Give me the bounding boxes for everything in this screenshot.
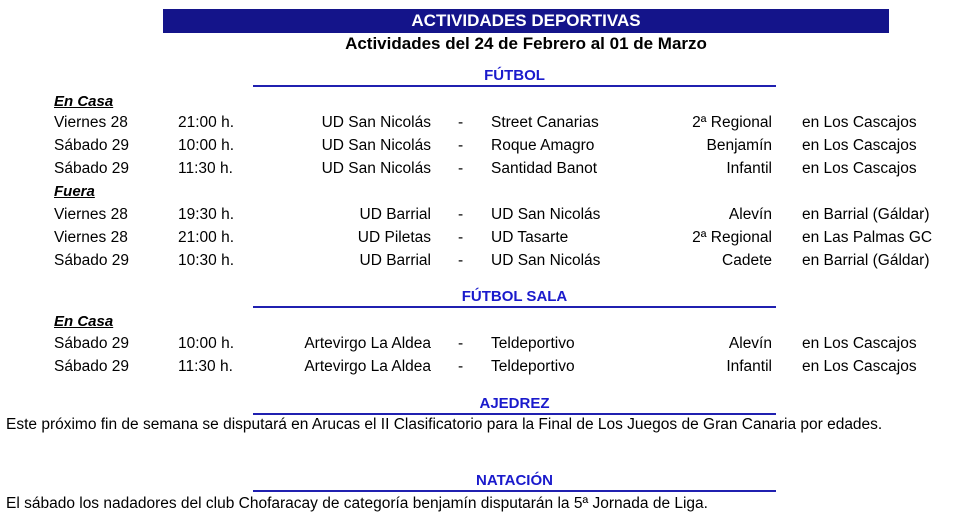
page-banner: ACTIVIDADES DEPORTIVAS xyxy=(163,9,889,33)
section-title-futbol: FÚTBOL xyxy=(253,67,776,87)
match-away-team: Roque Amagro xyxy=(491,137,595,154)
match-day: Sábado 29 xyxy=(54,160,129,177)
match-separator: - xyxy=(458,114,464,131)
match-home-team: UD Piletas xyxy=(357,229,431,246)
match-day: Sábado 29 xyxy=(54,252,129,269)
match-time: 21:00 h. xyxy=(178,114,235,131)
match-separator: - xyxy=(458,358,464,375)
match-row xyxy=(0,203,960,226)
match-away-team: Teldeportivo xyxy=(491,358,575,375)
match-separator: - xyxy=(458,229,464,246)
match-home-team: UD San Nicolás xyxy=(321,114,431,131)
match-place: en Los Cascajos xyxy=(802,358,917,375)
match-home-team: UD Barrial xyxy=(359,206,431,223)
match-home-team: UD San Nicolás xyxy=(321,137,431,154)
match-separator: - xyxy=(458,335,464,352)
match-place: en Los Cascajos xyxy=(802,160,917,177)
section-title-ajedrez: AJEDREZ xyxy=(253,395,776,415)
match-category: Infantil xyxy=(726,358,772,375)
match-home-team: Artevirgo La Aldea xyxy=(304,358,431,375)
match-away-team: UD San Nicolás xyxy=(491,206,601,223)
match-row xyxy=(0,332,960,355)
match-away-team: Teldeportivo xyxy=(491,335,575,352)
match-home-team: UD San Nicolás xyxy=(321,160,431,177)
match-away-team: UD Tasarte xyxy=(491,229,569,246)
match-separator: - xyxy=(458,206,464,223)
match-day: Viernes 28 xyxy=(54,229,128,246)
match-time: 19:30 h. xyxy=(178,206,235,223)
match-row xyxy=(0,134,960,157)
match-day: Viernes 28 xyxy=(54,114,128,131)
section-title-natacion: NATACIÓN xyxy=(253,472,776,492)
match-away-team: UD San Nicolás xyxy=(491,252,601,269)
match-day: Sábado 29 xyxy=(54,335,129,352)
match-place: en Los Cascajos xyxy=(802,114,917,131)
group-label-en-casa: En Casa xyxy=(54,313,114,330)
match-place: en Los Cascajos xyxy=(802,137,917,154)
match-row xyxy=(0,355,960,378)
section-title-futbol-sala: FÚTBOL SALA xyxy=(253,288,776,308)
match-category: Alevín xyxy=(728,206,772,223)
match-place: en Barrial (Gáldar) xyxy=(802,252,930,269)
match-category: Benjamín xyxy=(706,137,772,154)
match-category: 2ª Regional xyxy=(692,229,772,246)
match-place: en Las Palmas GC xyxy=(802,229,933,246)
match-row xyxy=(0,226,960,249)
match-away-team: Santidad Banot xyxy=(491,160,598,177)
match-separator: - xyxy=(458,252,464,269)
match-time: 10:30 h. xyxy=(178,252,235,269)
match-category: Alevín xyxy=(728,335,772,352)
match-day: Sábado 29 xyxy=(54,137,129,154)
match-time: 11:30 h. xyxy=(178,160,233,177)
match-time: 10:00 h. xyxy=(178,137,235,154)
ajedrez-text: Este próximo fin de semana se disputará en Arucas el II Clasificatorio para la Final de Los Juegos de Gran Canaria por edades. xyxy=(6,416,883,433)
match-time: 10:00 h. xyxy=(178,335,235,352)
group-label-en-casa: En Casa xyxy=(54,93,114,110)
group-label-fuera: Fuera xyxy=(54,183,95,200)
match-separator: - xyxy=(458,160,464,177)
match-place: en Los Cascajos xyxy=(802,335,917,352)
match-away-team: Street Canarias xyxy=(491,114,599,131)
match-row xyxy=(0,249,960,272)
match-home-team: Artevirgo La Aldea xyxy=(304,335,431,352)
match-separator: - xyxy=(458,137,464,154)
match-home-team: UD Barrial xyxy=(359,252,431,269)
match-row xyxy=(0,157,960,180)
match-time: 21:00 h. xyxy=(178,229,235,246)
match-day: Sábado 29 xyxy=(54,358,129,375)
match-category: Cadete xyxy=(722,252,772,269)
page-subtitle: Actividades del 24 de Febrero al 01 de Marzo xyxy=(345,34,707,53)
match-place: en Barrial (Gáldar) xyxy=(802,206,930,223)
match-category: 2ª Regional xyxy=(692,114,772,131)
match-category: Infantil xyxy=(726,160,772,177)
natacion-text: El sábado los nadadores del club Chofaracay de categoría benjamín disputarán la 5ª Jornada de Liga. xyxy=(6,495,708,512)
match-time: 11:30 h. xyxy=(178,358,233,375)
match-day: Viernes 28 xyxy=(54,206,128,223)
match-row xyxy=(0,111,960,134)
